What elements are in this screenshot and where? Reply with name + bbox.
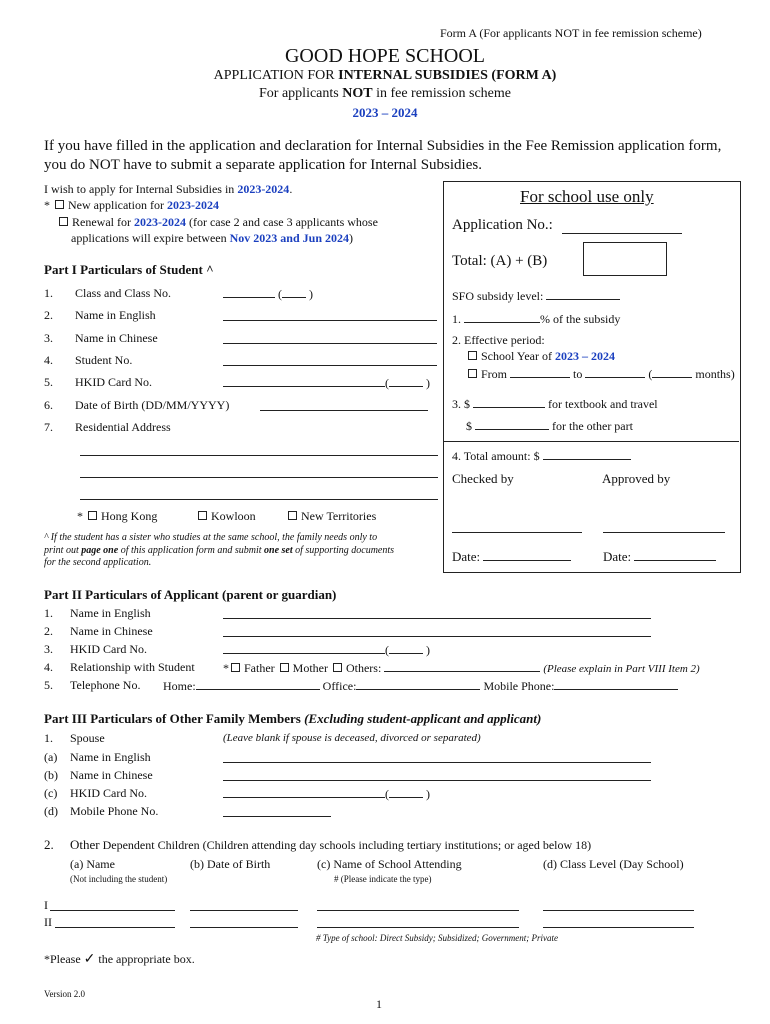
please-note: *Please ✓ the appropriate box. xyxy=(44,952,195,967)
p1-label-student-no: Student No. xyxy=(75,353,133,367)
father-checkbox[interactable] xyxy=(231,663,240,672)
child-1-name-field[interactable] xyxy=(50,910,175,911)
child-row-2-label: II xyxy=(44,915,52,929)
p2-label-name-en: Name in English xyxy=(70,606,151,620)
checked-by-signature[interactable] xyxy=(452,532,582,533)
student-hkid-field[interactable]: ( ) xyxy=(223,375,430,391)
kowloon-checkbox[interactable] xyxy=(198,511,207,520)
p1-label-name-en: Name in English xyxy=(75,308,156,322)
total-box[interactable] xyxy=(583,242,667,276)
approved-by-signature[interactable] xyxy=(603,532,725,533)
renewal-line-2: applications will expire between Nov 2023 and Jun 2024) xyxy=(71,231,353,245)
p3-label-name-en: Name in English xyxy=(70,750,151,764)
region-new-territories[interactable]: New Territories xyxy=(286,509,376,524)
renewal-checkbox[interactable] xyxy=(59,217,68,226)
total-amount: 4. Total amount: $ xyxy=(452,448,631,464)
spouse-mobile-field[interactable] xyxy=(223,816,331,817)
child-2-name-field[interactable] xyxy=(55,927,175,928)
p3-num-d: (d) xyxy=(44,804,58,818)
school-use-title: For school use only xyxy=(520,187,654,206)
p1-label-dob: Date of Birth (DD/MM/YYYY) xyxy=(75,398,230,412)
spouse-hkid-field[interactable]: ( ) xyxy=(223,786,430,802)
p1-label-hkid: HKID Card No. xyxy=(75,375,152,389)
p3-label-name-zh: Name in Chinese xyxy=(70,768,153,782)
p2-label-relationship: Relationship with Student xyxy=(70,660,195,674)
p1-num-4: 4. xyxy=(44,353,53,367)
total-label: Total: (A) + (B) xyxy=(452,253,548,269)
p1-label-address: Residential Address xyxy=(75,420,171,434)
school-type-note: # Type of school: Direct Subsidy; Subsidized; Government; Private xyxy=(316,933,558,943)
spouse-note: (Leave blank if spouse is deceased, divorced or separated) xyxy=(223,732,481,744)
p2-label-name-zh: Name in Chinese xyxy=(70,624,153,638)
address-line-3[interactable] xyxy=(80,499,438,500)
p2-num-3: 3. xyxy=(44,642,53,656)
child-2-class-field[interactable] xyxy=(543,927,694,928)
p3-children-num: 2. xyxy=(44,837,54,852)
mother-checkbox[interactable] xyxy=(280,663,289,672)
col-school-note: # (Please indicate the type) xyxy=(334,874,432,884)
col-school: (c) Name of School Attending xyxy=(317,857,462,871)
p3-spouse-label: Spouse xyxy=(70,731,105,745)
applicant-name-en-field[interactable] xyxy=(223,618,651,619)
student-name-en-field[interactable] xyxy=(223,320,437,321)
p3-num-b: (b) xyxy=(44,768,58,782)
p3-num-a: (a) xyxy=(44,750,58,764)
child-row-1-label: I xyxy=(44,898,48,912)
spouse-name-en-field[interactable] xyxy=(223,762,651,763)
p2-num-4: 4. xyxy=(44,660,53,674)
from-option[interactable]: From to ( months) xyxy=(466,366,735,382)
child-1-dob-field[interactable] xyxy=(190,910,298,911)
approved-by-label: Approved by xyxy=(602,471,671,486)
relationship-options: * Father Mother Others: (Please explain in Part VIII Item 2) xyxy=(223,661,700,675)
sister-note-3: for the second application. xyxy=(44,557,152,568)
col-class-level: (d) Class Level (Day School) xyxy=(543,857,684,871)
telephone-fields[interactable]: Home: Office: Mobile Phone: xyxy=(163,678,678,694)
col-name: (a) Name xyxy=(70,857,115,871)
spouse-name-zh-field[interactable] xyxy=(223,780,651,781)
others-checkbox[interactable] xyxy=(333,663,342,672)
check-icon: ✓ xyxy=(83,952,96,967)
form-title: APPLICATION FOR INTERNAL SUBSIDIES (FORM A) xyxy=(213,68,557,83)
panel-divider xyxy=(443,441,739,442)
address-line-2[interactable] xyxy=(80,477,438,478)
form-subtitle: For applicants NOT in fee remission scheme xyxy=(259,86,511,101)
p1-num-2: 2. xyxy=(44,308,53,322)
apply-line: I wish to apply for Internal Subsidies in 2023-2024. xyxy=(44,182,293,196)
effective-period-label: 2. Effective period: xyxy=(452,333,545,347)
percent-subsidy: 1. % of the subsidy xyxy=(452,312,621,326)
p1-num-1: 1. xyxy=(44,286,53,300)
child-2-school-field[interactable] xyxy=(317,927,519,928)
form-year: 2023 – 2024 xyxy=(352,105,418,120)
sfo-label: SFO subsidy level: xyxy=(452,288,620,304)
p3-num-c: (c) xyxy=(44,786,58,800)
new-application-checkbox[interactable] xyxy=(55,200,64,209)
student-dob-field[interactable] xyxy=(260,410,428,411)
col-dob: (b) Date of Birth xyxy=(190,857,271,871)
application-no-field[interactable] xyxy=(562,233,682,234)
application-no-label: Application No.: xyxy=(452,217,553,233)
renewal-option[interactable]: Renewal for 2023-2024 (for case 2 and case 3 applicants whose xyxy=(57,215,378,230)
p2-num-2: 2. xyxy=(44,624,53,638)
child-2-dob-field[interactable] xyxy=(190,927,298,928)
child-1-school-field[interactable] xyxy=(317,910,519,911)
form-note: Form A (For applicants NOT in fee remission scheme) xyxy=(440,26,702,40)
address-line-1[interactable] xyxy=(80,455,438,456)
p2-num-1: 1. xyxy=(44,606,53,620)
p1-num-7: 7. xyxy=(44,420,53,434)
p1-num-5: 5. xyxy=(44,375,53,389)
version: Version 2.0 xyxy=(44,989,85,999)
p3-label-mobile: Mobile Phone No. xyxy=(70,804,159,818)
p2-label-telephone: Telephone No. xyxy=(70,678,141,692)
other-part-amount: $ for the other part xyxy=(466,419,633,433)
p2-num-5: 5. xyxy=(44,678,53,692)
intro-line-2: you do NOT have to submit a separate application for Internal Subsidies. xyxy=(44,157,482,173)
school-year-option[interactable]: School Year of 2023 – 2024 xyxy=(466,349,615,364)
p1-label-class: Class and Class No. xyxy=(75,286,171,300)
col-name-note: (Not including the student) xyxy=(70,874,168,884)
p3-label-hkid: HKID Card No. xyxy=(70,786,147,800)
p1-label-name-zh: Name in Chinese xyxy=(75,331,158,345)
intro-line-1: If you have filled in the application and declaration for Internal Subsidies in the Fee Remission application form, xyxy=(44,138,722,154)
region-kowloon[interactable]: Kowloon xyxy=(196,509,256,524)
part3-heading: Part III Particulars of Other Family Members (Excluding student-applicant and applicant) xyxy=(44,711,542,726)
page-number: 1 xyxy=(376,997,382,1011)
checked-by-label: Checked by xyxy=(452,471,514,486)
new-application-option[interactable]: * New application for 2023-2024 xyxy=(44,198,219,212)
class-no-field[interactable]: ( ) xyxy=(223,286,313,302)
student-name-zh-field[interactable] xyxy=(223,343,437,344)
p2-label-hkid: HKID Card No. xyxy=(70,642,147,656)
approved-date[interactable]: Date: xyxy=(603,549,716,565)
checked-date[interactable]: Date: xyxy=(452,549,571,565)
region-hong-kong[interactable]: * Hong Kong xyxy=(77,509,158,523)
school-name: GOOD HOPE SCHOOL xyxy=(284,45,485,67)
p3-spouse-num: 1. xyxy=(44,731,53,745)
sister-note-1: ^ If the student has a sister who studies at the same school, the family needs only to xyxy=(44,532,378,543)
applicant-hkid-field[interactable]: ( ) xyxy=(223,642,430,658)
p1-num-6: 6. xyxy=(44,398,53,412)
new-territories-checkbox[interactable] xyxy=(288,511,297,520)
part1-heading: Part I Particulars of Student ^ xyxy=(44,262,214,277)
p3-children-label: Other Dependent Children (Children attending day schools including tertiary institutions; or aged below 18) xyxy=(70,837,592,852)
p1-num-3: 3. xyxy=(44,331,53,345)
child-1-class-field[interactable] xyxy=(543,910,694,911)
hong-kong-checkbox[interactable] xyxy=(88,511,97,520)
part2-heading: Part II Particulars of Applicant (parent or guardian) xyxy=(44,587,337,602)
applicant-name-zh-field[interactable] xyxy=(223,636,651,637)
others-field[interactable] xyxy=(384,660,540,672)
student-no-field[interactable] xyxy=(223,365,437,366)
sister-note-2: print out page one of this application form and submit one set of supporting documents xyxy=(44,545,395,556)
from-checkbox[interactable] xyxy=(468,369,477,378)
school-year-checkbox[interactable] xyxy=(468,351,477,360)
textbook-amount: 3. $ for textbook and travel xyxy=(452,397,658,411)
